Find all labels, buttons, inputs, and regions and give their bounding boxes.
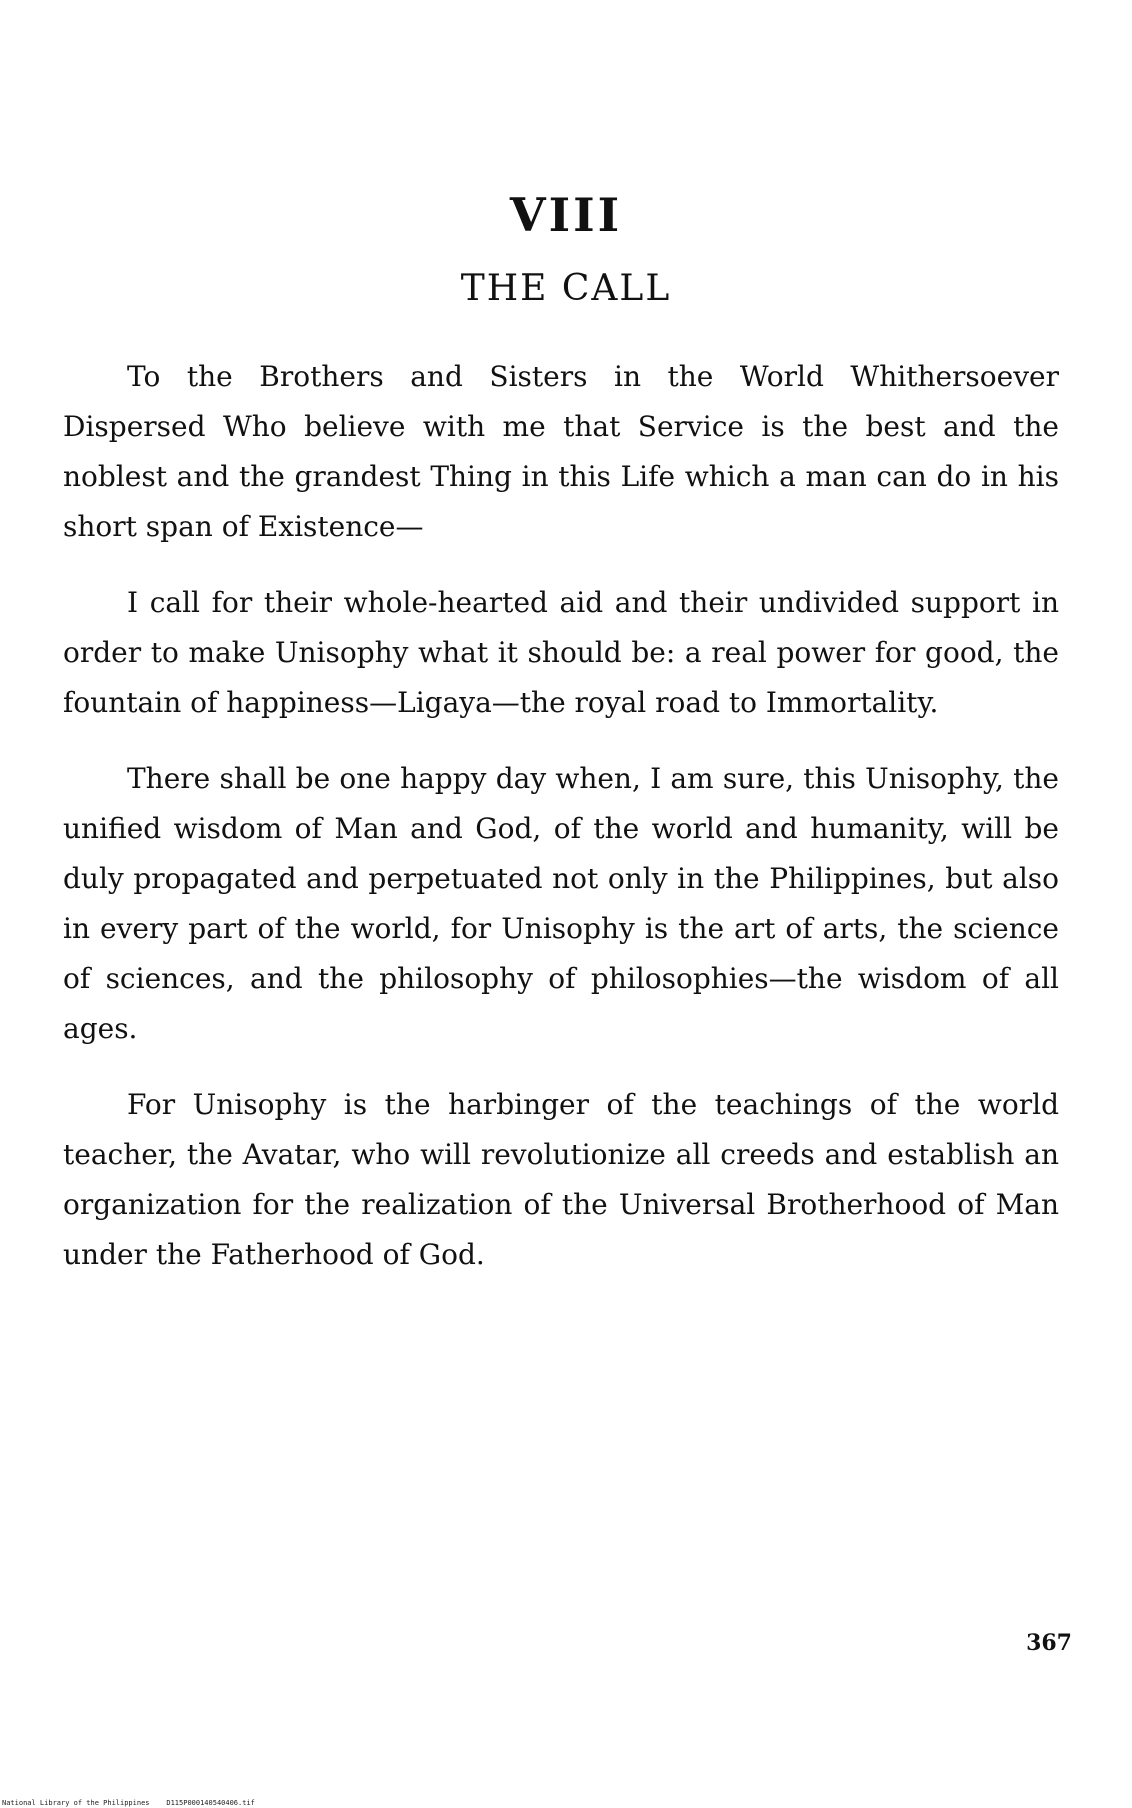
paragraph: I call for their whole-hearted aid and their undivided support in order to make Unisophy what it should be: a real power for good, the fountain of happiness—Ligaya—the royal road to Immortality. xyxy=(63,586,1059,719)
chapter-number: VIII xyxy=(509,188,623,242)
scan-footer xyxy=(2,1799,255,1807)
body-text xyxy=(63,352,1059,1306)
chapter-title: THE CALL xyxy=(460,268,672,309)
paragraph: To the Brothers and Sisters in the World Whithersoever Dispersed Who believe with me that Service is the best and the noblest and the grandest Thing in this Life which a man can do in his short span of Existence— xyxy=(63,360,1059,543)
paragraph: For Unisophy is the harbinger of the teachings of the world teacher, the Avatar, who will revolutionize all creeds and establish an organization for the realization of the Universal Brotherhood of Man under the Fatherhood of God. xyxy=(63,1088,1059,1271)
footer-source: National Library of the Philippines xyxy=(2,1799,150,1807)
page-number: 367 xyxy=(1026,1630,1072,1656)
paragraph: There shall be one happy day when, I am sure, this Unisophy, the unified wisdom of Man and God, of the world and humanity, will be duly propagated and perpetuated not only in the Philippines, but also in every part of the world, for Unisophy is the art of arts, the science of sciences, and the philosophy of philosophies—the wisdom of all ages. xyxy=(63,762,1059,1045)
footer-file-id: D115P000140540406.tif xyxy=(166,1799,255,1807)
